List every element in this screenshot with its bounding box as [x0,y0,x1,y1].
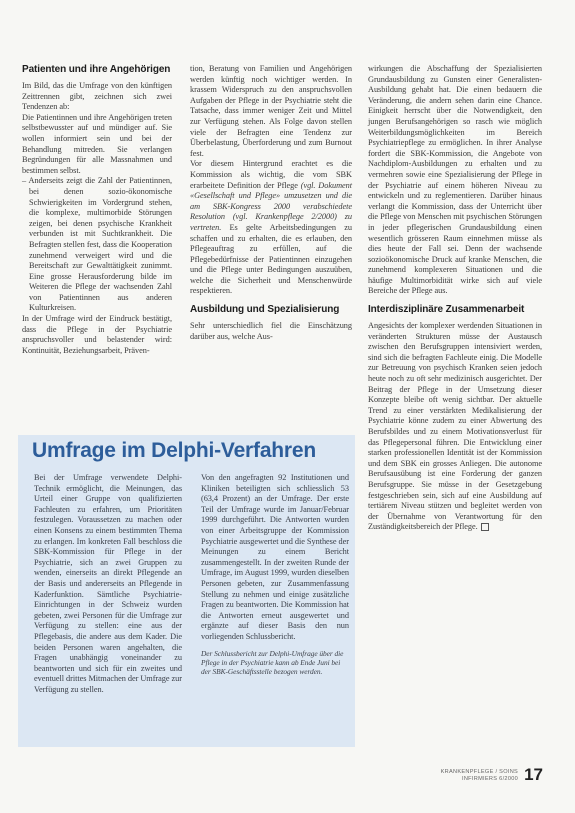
paragraph: Die Patientinnen und ihre Angehörigen treten selbstbewusster auf und mündiger auf. Sie wollen informiert sein und bei der Behandlung mitreden. Sie verlangen Begründungen für alle Massnahmen und bestimmen selbst. [22,112,172,175]
section-heading-collaboration: Interdisziplinäre Zusammenarbeit [368,304,525,316]
bullet-list [22,176,172,314]
paragraph [368,321,542,533]
info-box-column-2 [201,473,349,677]
info-box-title: Umfrage im Delphi-Verfahren [32,439,317,462]
text-run: Es gelte Arbeitsbedingungen zu schaffen und zu erhalten, die es erlauben, den Pflegeauftrag zu erfüllen, auf die Pflegebedürfnisse der Patientinnen einzugehen und die Pflege unter Bedingungen auszuüben, welche die Sicherheit und Menschenwürde respektieren. [190,222,352,296]
column-2 [190,64,352,342]
paragraph: tion, Beratung von Familien und Angehörigen werden künftig noch wichtiger werden. In krassem Widerspruch zu den anspruchsvollen Aufgaben der Pflege in der Psychiatrie steht die Tatsache, dass immer weniger Zeit und Mittel zur Verfügung stehen. Als Folge davon stellen viele der Befragten eine Tendenz zur Überbelastung, Überforderung und zum Burnout fest. [190,64,352,158]
column-3 [368,64,542,533]
section-heading-training: Ausbildung und Spezialisierung [190,304,340,316]
section-heading-patients: Patienten und ihre Angehörigen [22,64,171,75]
paragraph: wirkungen die Abschaffung der Spezialisierten Grundausbildung zu Gunsten einer Generalisten-Ausbildung gehabt hat. Die einen bedauern die Veränderung, die andern sehen darin eine Chance. Einigkeit herrscht über die Notwendigkeit, den jungen Berufsangehörigen so rasch wie möglich Weiterbildungsmöglichkeiten im Bereich Psychiatriepflege zu ermöglichen. In ihrer Analyse fordert die SBK-Kommission, die Angebote von Nachdiplom-Ausbildungen zu erhalten und zu vermehren sowie eine Spezialisierung der Pflege in der Psychiatrie auf einem höheren Niveau zu entwickeln und zu reglementieren. Darüber hinaus verlangt die Kommission, dass der Unterricht über die Pflege von Menschen mit psychischen Störungen in jeder pflegerischen Grundausbildung einen wesentlich grösseren Raum einnehmen müsse als dies heute der Fall sei. Denn der wachsende sozioökonomische Druck auf kranke Menschen, die zunehmend komplexeren Situationen und die häufige Multimorbidität wirke sich auf viele Bereiche der Pflege aus. [368,64,542,296]
paragraph: In der Umfrage wird der Eindruck bestätigt, dass die Pflege in der Psychiatrie anspruchsvoller und belastender wird: Kontinuität, Beziehungsarbeit, Präven- [22,314,172,355]
paragraph: Von den angefragten 92 Institutionen und Kliniken beteiligten sich schliesslich 53 (63,4 Prozent) an der Umfrage. Der erste Teil der Umfrage wurde im Januar/Februar 1999 durchgeführt. Die Antworten wurden von einer Arbeitsgruppe der Kommission Psychiatrie ausgewertet und die Synthese der Meinungen zu einem Bericht zusammengestellt. In der zweiten Runde der Umfrage, im August 1999, wurden dieselben Personen gebeten, zur Zusammenfassung Stellung zu nehmen und einige zusätzliche Fragen zu beantworten. Die Kommission hat die Antworten erneut ausgewertet und ergänzte auf dieser Basis den nun vorliegenden Schlussbericht. [201,473,349,641]
italic-reference: (vgl. Dokument «Gesellschaft und Pflege» umzusetzen und die am SBK-Kongress 2000 verabschiedete Resolution (vgl. Krankenpflege 2/2000) zu vertreten. [190,180,352,232]
info-box-note: Der Schlussbericht zur Delphi-Umfrage über die Pflege in der Psychiatrie kann ab Ende Juni bei der SBK-Geschäftsstelle bezogen werden. [201,648,344,677]
info-box-column-1 [34,473,182,695]
paragraph: Bei der Umfrage verwendete Delphi-Technik ermöglicht, die Meinungen, das Urteil einer Gruppe von qualifizierten Fachleuten zu erfahren, um Prioritäten festzulegen. Voraussetzen zu machen oder einen Konsens zu einem bestimmten Thema zu erlangen. Im konkreten Fall beschloss die SBK-Kommission für Pflege in der Psychiatrie, sich an zwei Gruppen zu wenden, einerseits an direkt Pflegende an der Basis und andererseits an Pflegende in Kaderfunktion. Sämtliche Psychiatrie-Einrichtungen in der Schweiz wurden gebeten, zwei Personen für die Umfrage zur Verfügung zu stellen: eine aus der Pflegebasis, die andere aus dem Kader. Die beiden Personen waren angehalten, die Fragen unabhängig voneinander zu beantworten und sich für ein zweites und eventuell drittes Mitmachen der Umfrage zur Verfügung zu stellen. [34,473,182,694]
paragraph: Sehr unterschiedlich fiel die Einschätzung darüber aus, welche Aus- [190,321,352,341]
info-box [18,435,355,747]
text-run: Angesichts der komplexer werdenden Situationen in veränderten Strukturen müsse der Austausch zwischen den Berufsgruppen intensiviert werden, sind sich die befragten Fachleute einig. Die Modelle zur Betreuung von psychisch Kranken seien jedoch heute noch zu oft sehr medizinisch ausgerichtet. Der Beitrag der Pflege in der Umsetzung dieser Konzepte bleibe oft wenig sichtbar. Der aktuelle Trend zu einer verstärkten Medikalisierung der Psychiatrie könne zudem zu einer Abwertung des Berufsbildes und zu einem Motivationsverlust für das Pflegepersonal führen. Die Entwicklung einer starken professionellen Identität ist der Kommission und dem SBK ein grosses Anliegen. Die autonome Berufsausübung ist eine Forderung der ganzen Berufsgruppe. Sie müsse in der Gesetzgebung festgeschrieben sein, sich auf eine Ausbildung auf tertiärem Niveau stützen und begleitet werden von der Übernahme von Verantwortung für den Zuständigkeitsbereich der Pflege. [368,321,542,532]
end-of-article-icon [481,523,489,531]
list-item: – Anderseits zeigt die Zahl der Patientinnen, bei denen sozio-ökonomische Schwierigkeiten im Vordergrund stehen, die komplexe, multimorbide Störungen zeigen, bei denen psychische Krankheit verbunden ist mit Suchtkrankheit. Die Befragten stellen fest, dass die Kooperation zunehmend verweigert wird und die Bereitschaft zur Gewalttätigkeit zunimmt. Eine grosse Herausforderung bilde im Weiteren die Pflege der wachsenden Zahl von Patientinnen aus anderen Kulturkreisen. [22,176,172,314]
publication-name [441,769,518,783]
page-footer [441,766,543,783]
page-number: 17 [524,765,543,784]
column-1 [22,64,172,356]
publication-line: INFIRMIERS 6/2000 [461,776,519,782]
publication-line: KRANKENPFLEGE / SOINS [440,769,519,775]
text-run: Vor diesem Hintergrund erachtet es die Kommission als wichtig, die vom SBK erarbeitete Definition der Pflege [190,159,352,190]
paragraph [190,159,352,297]
paragraph: Im Bild, das die Umfrage von den künftigen Zeittrennen gibt, zeichnen sich zwei Tendenzen ab: [22,81,172,112]
